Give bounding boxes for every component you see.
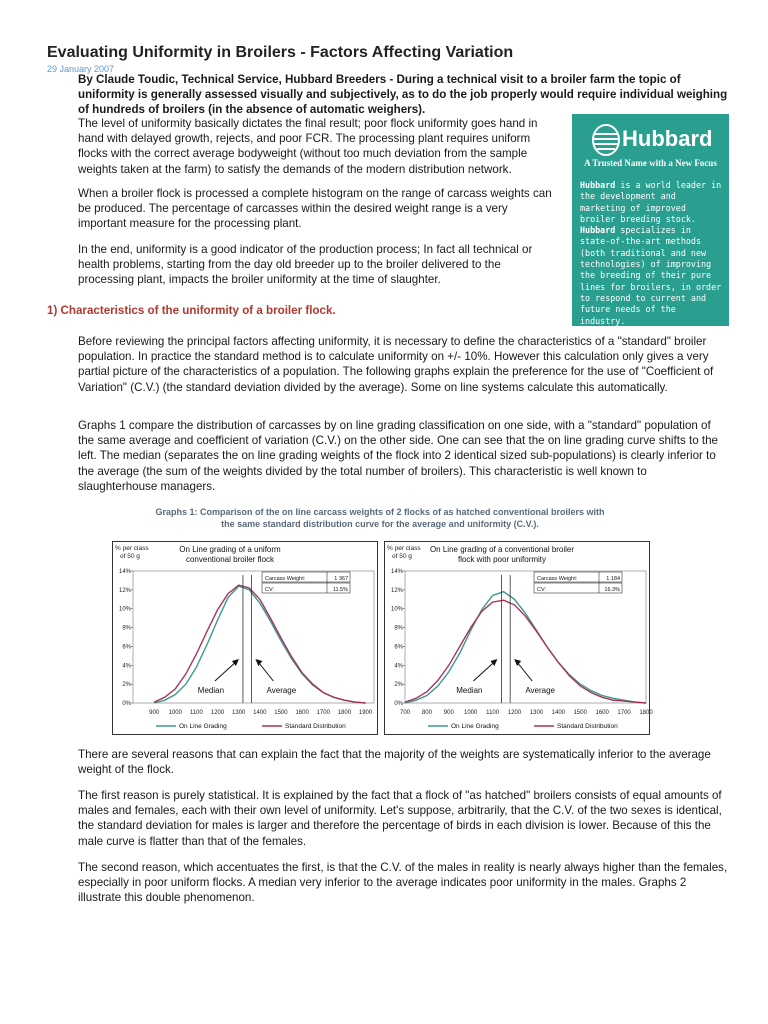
hubbard-tagline: A Trusted Name with a New Focus (584, 158, 717, 168)
info-value: 16.3% (604, 587, 620, 593)
intro-paragraph: By Claude Toudic, Technical Service, Hubbard Breeders - During a technical visit to a broiler farm the topic of uniformity is generally assessed visually and subjectively, as to do the job properly would require individual weighing of hundreds of broilers (in the absence of automatic weighers). (78, 73, 728, 117)
x-tick-label: 1700 (617, 710, 631, 716)
median-label: Median (197, 686, 225, 695)
section-heading-1: 1) Characteristics of the uniformity of a broiler flock. (47, 304, 336, 317)
x-tick-label: 1300 (529, 710, 544, 716)
x-tick-label: 1000 (464, 710, 478, 716)
y-tick-label: 6% (122, 644, 131, 651)
hubbard-ad-box[interactable] (572, 114, 729, 326)
x-tick-label: 1800 (337, 710, 352, 716)
info-label: CV: (265, 587, 274, 593)
y-axis-label: % per class (387, 545, 421, 552)
article-date: 29 January 2007 (47, 64, 115, 74)
graphs-caption: Graphs 1: Comparison of the on line carcass weights of 2 flocks of as hatched conventional broilers with the same standard distribution curve for the average and uniformity (C.V.). (155, 507, 605, 529)
info-value: 1 367 (334, 576, 348, 582)
info-label: CV: (537, 587, 546, 593)
paragraph-5: Graphs 1 compare the distribution of carcasses by on line grading classification on one side, with a "standard" population of the same average and coefficient of variation (C.V.) on the other side. One can see that the on line grading curve shifts to the left. The median (separates the on line grading weights of the flock into 2 identical sized sub-populations) is clearly inferior to the average (the sum of the weights divided by the total number of broilers). This characteristic is well known to slaughterhouse managers. (78, 419, 718, 493)
x-tick-label: 1400 (551, 710, 566, 716)
average-label: Average (266, 686, 297, 695)
x-tick-label: 1600 (295, 710, 309, 716)
y-axis-label-2: of 50 g (120, 553, 140, 560)
chart-title-line-2: flock with poor uniformity (457, 555, 547, 564)
hubbard-desc2: specializes in state-of-the-art methods (both traditional and new technologies) of improving the breeding of their pure lines for broilers, in order to respond to current and future needs of the industry. (580, 225, 722, 326)
paragraph-6: There are several reasons that can explain the fact that the majority of the weights are systematically inferior to the average weight of the flock. (78, 748, 711, 777)
chart-title-line-2: conventional broiler flock (185, 555, 275, 564)
x-tick-label: 1100 (486, 710, 500, 716)
median-label: Median (456, 686, 483, 695)
y-tick-label: 6% (394, 644, 403, 651)
hubbard-description (580, 180, 725, 327)
chart-title-line-1: On Line grading of a conventional broiler (429, 545, 575, 554)
x-tick-label: 900 (149, 710, 160, 716)
y-tick-label: 4% (394, 663, 403, 670)
hubbard-desc1: is a world leader in the development and marketing of improved broiler breeding stock. (580, 180, 722, 224)
x-tick-label: 1200 (210, 710, 225, 716)
y-tick-label: 12% (390, 587, 403, 594)
y-tick-label: 2% (122, 682, 131, 689)
hubbard-desc2-brand: Hubbard (580, 225, 616, 236)
y-tick-label: 12% (118, 587, 131, 594)
chart-border (385, 542, 650, 735)
hubbard-desc1-brand: Hubbard (580, 180, 616, 190)
x-tick-label: 1400 (253, 710, 267, 716)
paragraph-2: When a broiler flock is processed a complete histogram on the range of carcass weights can be produced. The percentage of carcasses within the desired weight range is a very important measure for the processing plant. (78, 187, 552, 231)
x-tick-label: 900 (443, 710, 454, 716)
y-tick-label: 8% (394, 625, 403, 632)
y-tick-label: 8% (122, 625, 131, 632)
paragraph-7: The first reason is purely statistical. It is explained by the fact that a flock of "as hatched" broilers consists of equal amounts of males and females, each with their own level of uniformity. Let's suppose, arbitrarily, that the C.V. of the two sexes is identical, the standard deviation for males is larger and therefore the percentage of birds in each division is lower. Because of this the male curve is flatter than that of the females. (78, 789, 722, 848)
legend-label-0: On Line Grading (451, 723, 499, 730)
x-tick-label: 1800 (639, 710, 653, 716)
x-tick-label: 1700 (316, 710, 330, 716)
article-title: Evaluating Uniformity in Broilers - Factors Affecting Variation (47, 44, 514, 61)
y-axis-label-2: of 50 g (392, 553, 412, 560)
average-label: Average (525, 686, 555, 695)
x-tick-label: 1600 (595, 710, 609, 716)
info-value: 11.5% (332, 587, 348, 593)
y-tick-label: 0% (394, 701, 403, 707)
paragraph-1: The level of uniformity basically dictates the final result; poor flock uniformity goes hand in hand with delayed growth, rejects, and poor FCR. The processing plant requires uniform flocks with the correct average bodyweight (without too much deviation from the sample weights taken at the farm) to satisfy the demands of the modern distribution network. (78, 117, 538, 176)
paragraph-8: The second reason, which accentuates the first, is that the C.V. of the males in reality is nearly always higher than the females, especially in poor uniform flocks. A median very inferior to the average indicates poor uniformity in the males. Graphs 2 illustrate this double phenomenon. (78, 861, 728, 905)
x-tick-label: 1200 (507, 710, 522, 716)
x-tick-label: 1000 (168, 710, 182, 716)
x-tick-label: 1100 (189, 710, 203, 716)
y-tick-label: 4% (122, 663, 131, 670)
hubbard-brand-name: Hubbard (622, 126, 713, 151)
chart-uniform-flock (112, 541, 378, 735)
y-tick-label: 2% (394, 682, 403, 689)
chart-border (113, 542, 378, 735)
info-label: Carcass Weight: (265, 576, 306, 582)
chart-svg (384, 541, 653, 735)
y-tick-label: 14% (390, 569, 403, 575)
x-tick-label: 1900 (358, 710, 373, 716)
chart-title-line-1: On Line grading of a uniform (179, 545, 281, 554)
chart-poor-uniformity-flock (384, 541, 653, 735)
x-tick-label: 1300 (232, 710, 246, 716)
y-tick-label: 10% (118, 606, 131, 613)
legend-label-1: Standard Distribution (557, 723, 618, 730)
y-tick-label: 14% (118, 569, 131, 575)
info-value: 1 184 (606, 576, 620, 582)
legend-label-1: Standard Distribution (285, 723, 346, 730)
x-tick-label: 800 (421, 710, 432, 716)
paragraph-4: Before reviewing the principal factors affecting uniformity, it is necessary to define the characteristics of a "standard" broiler population. In practice the standard method is to calculate uniformity on +/- 10%. However this calculation only gives a very partial picture of the characteristics of a population. The following graphs explain the preference for the use of "Coefficient of Variation" (C.V.) (the standard deviation divided by the average). Some on line systems calculate this automatically. (78, 335, 714, 394)
legend-label-0: On Line Grading (179, 723, 227, 730)
paragraph-3: In the end, uniformity is a good indicator of the production process; In fact all technical or health problems, starting from the day old breeder up to the broiler delivered to the processing plant, impacts the broiler uniformity at the time of slaughter. (78, 243, 533, 287)
info-label: Carcass Weight: (537, 576, 578, 582)
y-tick-label: 10% (390, 606, 403, 613)
x-tick-label: 1500 (274, 710, 288, 716)
x-tick-label: 1500 (573, 710, 587, 716)
y-axis-label: % per class (115, 545, 149, 552)
y-tick-label: 0% (122, 701, 131, 707)
chart-svg (112, 541, 378, 735)
x-tick-label: 700 (399, 710, 411, 716)
